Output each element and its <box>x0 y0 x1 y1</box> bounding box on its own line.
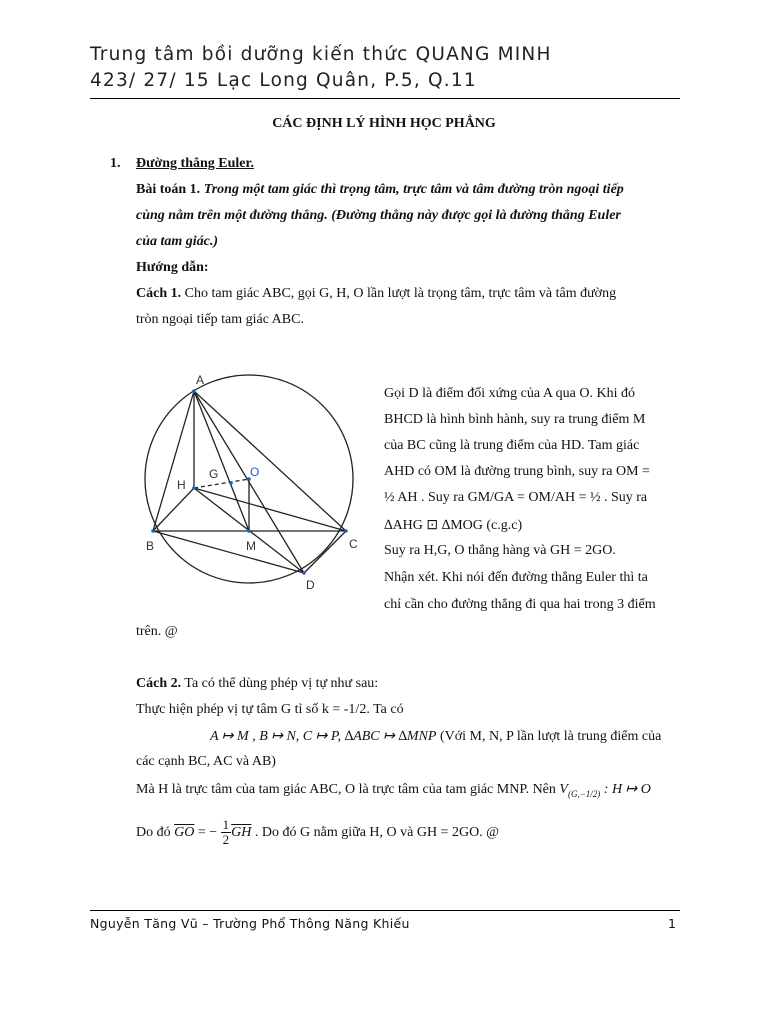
proof-line-6: ∆AHG ⊡ ∆MOG (c.g.c) <box>384 518 523 533</box>
homothety-symbol: V <box>559 782 568 797</box>
problem-line-3: của tam giác.) <box>136 234 219 249</box>
point-h <box>192 486 196 490</box>
point-d <box>302 571 306 575</box>
way2-line-6 <box>136 818 499 848</box>
point-c <box>344 529 348 533</box>
header-center-name: Trung tâm bồi dưỡng kiến thức QUANG MINH <box>90 44 552 65</box>
header-divider <box>90 98 680 99</box>
way2-map-note: (Với M, N, P lần lượt là trung điểm của <box>436 729 662 744</box>
proof-line-4: AHD có OM là đường trung bình, suy ra OM = <box>384 464 650 479</box>
proof-line-10: trên. @ <box>136 624 178 639</box>
way2-text-6-pre: Do đó <box>136 825 175 840</box>
fraction-denominator: 2 <box>222 832 230 848</box>
proof-line-9: chỉ cần cho đường thẳng đi qua hai trong 3 điểm <box>384 597 656 612</box>
way2-line-2: Thực hiện phép vị tự tâm G tỉ số k = -1/2. Ta có <box>136 702 404 717</box>
euler-line-figure <box>136 368 376 598</box>
homothety-map: A ↦ M , B ↦ N, C ↦ P, ∆ABC ↦ ∆MNP <box>210 729 437 744</box>
section-number: 1. <box>110 156 121 171</box>
proof-line-8: Nhận xét. Khi nói đến đường thẳng Euler thì ta <box>384 570 648 585</box>
label-d: D <box>306 578 315 592</box>
point-m <box>247 529 251 533</box>
document-title: CÁC ĐỊNH LÝ HÌNH HỌC PHẲNG <box>272 116 496 131</box>
problem-label: Bài toán 1. <box>136 182 201 197</box>
footer-divider <box>90 910 680 911</box>
fraction-one-half <box>221 818 232 847</box>
label-a: A <box>196 373 205 387</box>
way2-text-1: Ta có thể dùng phép vị tự như sau: <box>181 676 379 691</box>
way2-text-5: Mà H là trực tâm của tam giác ABC, O là trực tâm của tam giác MNP. Nên <box>136 782 560 797</box>
way2-label: Cách 2. <box>136 676 182 691</box>
hint-heading: Hướng dẫn: <box>136 260 209 275</box>
euler-line-dashed <box>194 479 249 488</box>
homothety-result: : H ↦ O <box>600 782 651 797</box>
label-h: H <box>177 478 186 492</box>
problem-line-2: cùng nằm trên một đường thẳng. (Đường thẳng này được gọi là đường thẳng Euler <box>136 208 621 223</box>
label-c: C <box>349 537 358 551</box>
way2-text-6-post: . Do đó G nằm giữa H, O và GH = 2GO. @ <box>251 825 500 840</box>
label-g: G <box>209 467 219 481</box>
point-g <box>229 481 233 485</box>
way1-label: Cách 1. <box>136 286 182 301</box>
way2-line-5 <box>136 781 651 799</box>
way1-text-1: Cho tam giác ABC, gọi G, H, O lần lượt là trọng tâm, trực tâm và tâm đường <box>181 286 617 301</box>
label-m: M <box>246 539 256 553</box>
proof-line-1: Gọi D là điểm đối xứng của A qua O. Khi đó <box>384 386 636 401</box>
point-b <box>151 529 155 533</box>
proof-line-7: Suy ra H,G, O thẳng hàng và GH = 2GO. <box>384 543 616 558</box>
fraction-numerator: 1 <box>222 817 230 833</box>
way2-map-line <box>210 728 661 745</box>
proof-line-3: của BC cũng là trung điểm của HD. Tam giác <box>384 438 640 453</box>
problem-text-1: Trong một tam giác thì trọng tâm, trực tâm và tâm đường tròn ngoại tiếp <box>200 182 624 197</box>
homothety-subscript: (G,−1/2) <box>567 788 601 799</box>
label-o: O <box>250 465 260 479</box>
proof-line-2: BHCD là hình bình hành, suy ra trung điểm M <box>384 412 646 427</box>
point-a <box>192 389 196 393</box>
way1-line-1 <box>136 286 616 302</box>
segment-cd <box>304 531 346 573</box>
way2-line-1 <box>136 676 378 692</box>
way2-line-4: các cạnh BC, AC và AB) <box>136 754 276 769</box>
section-heading: Đường thẳng Euler. <box>136 156 254 171</box>
label-b: B <box>146 539 155 553</box>
proof-line-5: ½ AH . Suy ra GM/GA = OM/AH = ½ . Suy ra <box>384 490 648 505</box>
equals-minus: = − <box>194 825 221 840</box>
footer-author: Nguyễn Tăng Vũ – Trường Phổ Thông Năng Khiếu <box>90 916 410 931</box>
header-address: 423/ 27/ 15 Lạc Long Quân, P.5, Q.11 <box>90 70 477 91</box>
problem-line-1 <box>136 182 624 198</box>
vector-gh: $\overline{GH}$ <box>231 825 252 840</box>
way1-line-2: tròn ngoại tiếp tam giác ABC. <box>136 312 304 327</box>
page-number: 1 <box>668 916 676 931</box>
vector-go: $\overline{GO}$ <box>174 825 195 840</box>
